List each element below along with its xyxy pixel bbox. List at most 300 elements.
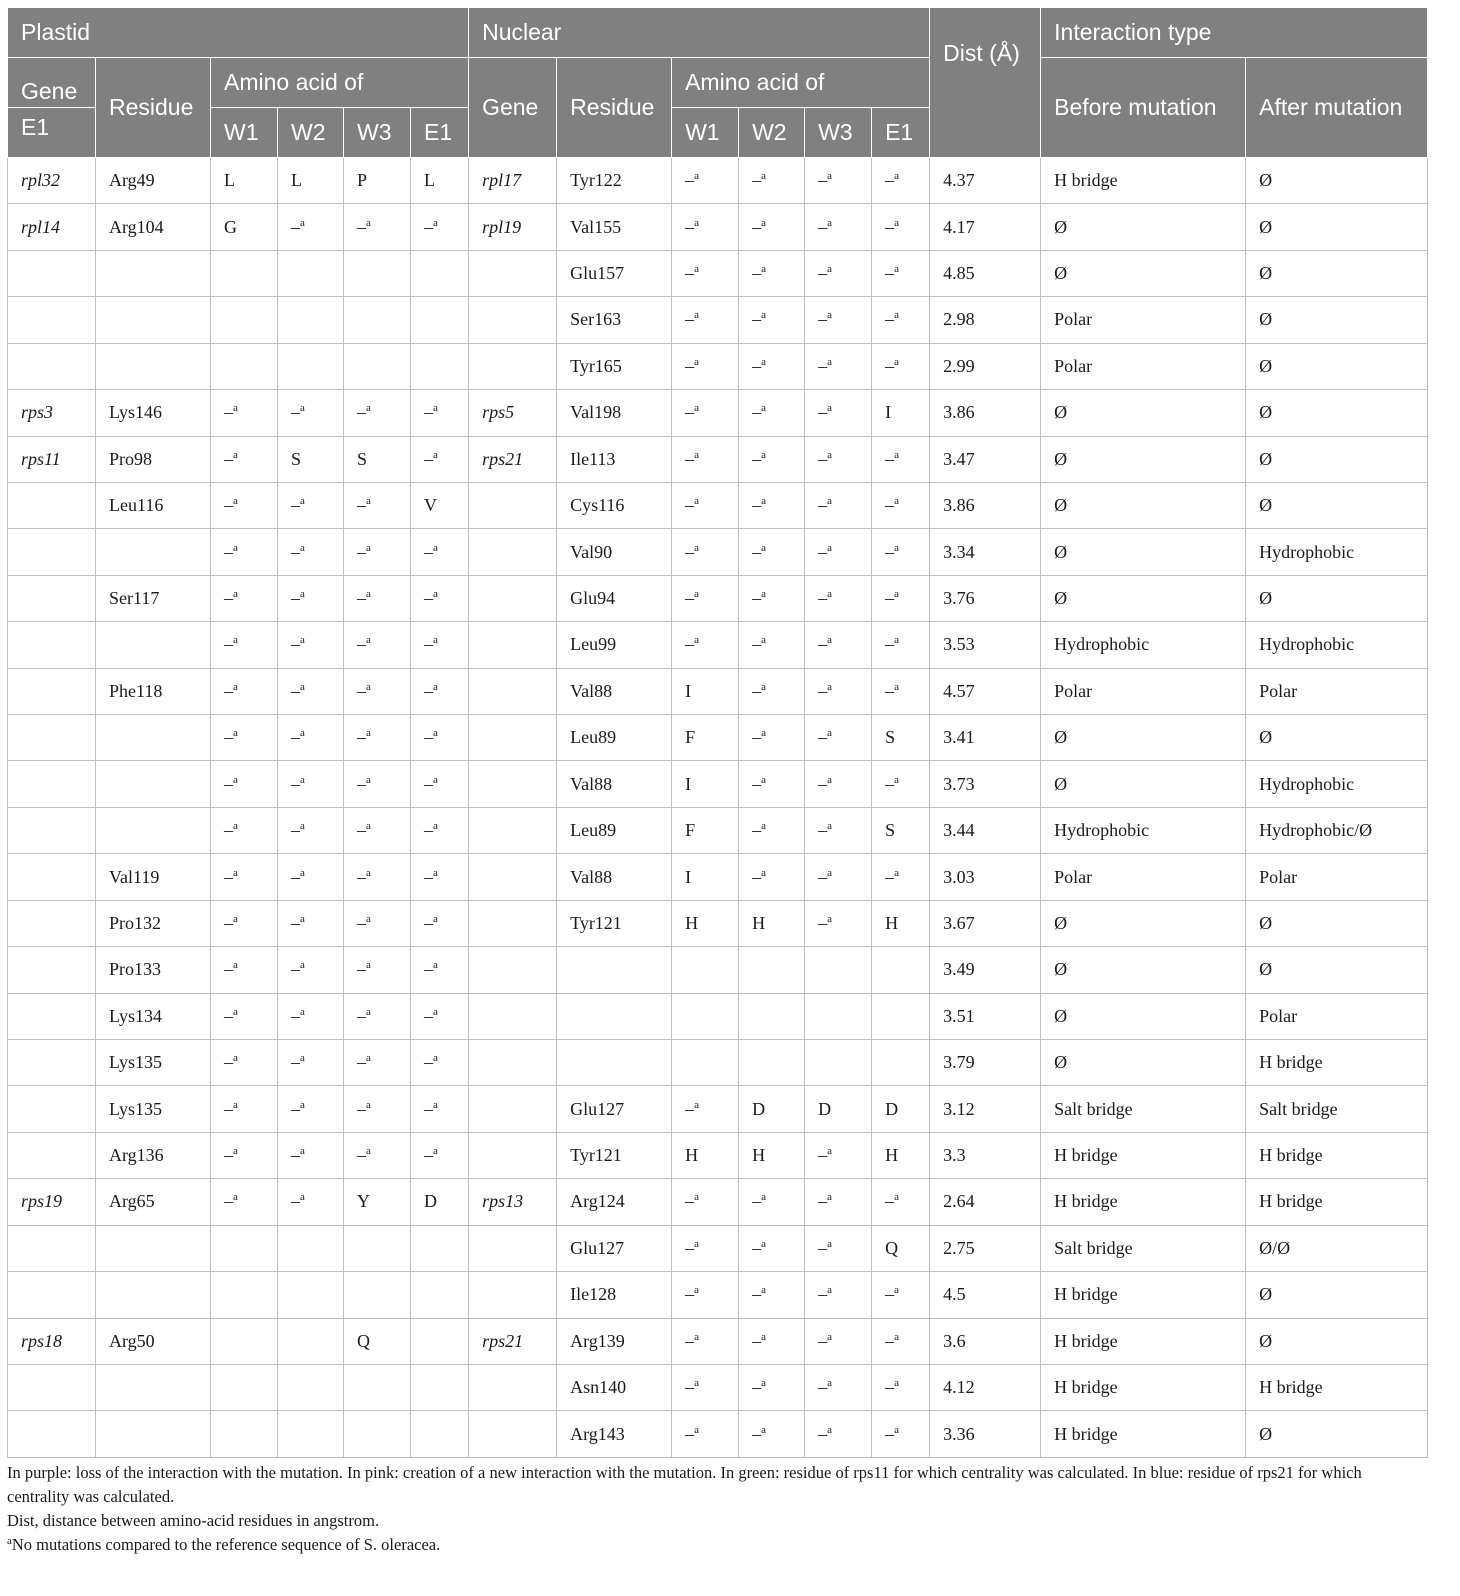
nuclear-w3-cell — [805, 900, 872, 946]
footnote-marker: a — [694, 263, 699, 276]
plastid-w1-value: G — [224, 216, 237, 237]
before-mutation-value: Ø — [1054, 448, 1068, 469]
nuclear-w2-cell — [739, 575, 805, 621]
footnote-marker: a — [233, 402, 238, 415]
nuclear-gene-cell — [469, 343, 557, 389]
plastid-w3-cell — [344, 482, 411, 528]
dist-note: Dist, distance between amino-acid residues in angstrom. — [7, 1510, 380, 1530]
nuclear-residue-value: Tyr165 — [570, 355, 622, 376]
before-mutation-value: Ø — [1054, 773, 1068, 794]
before-mutation-value: Hydrophobic — [1054, 634, 1150, 655]
nuclear-w3-value: –$^a$ — [818, 309, 832, 330]
after-mutation-value: Ø — [1259, 588, 1273, 608]
plastid-w2-cell — [278, 1318, 344, 1364]
table-row — [8, 158, 1428, 204]
nuclear-e1-cell — [872, 204, 930, 250]
nuclear-w1-cell — [672, 668, 739, 714]
dist-cell — [930, 1411, 1041, 1457]
before-mutation-cell — [1041, 807, 1246, 853]
nuclear-e1-value: –$^a$ — [885, 448, 899, 469]
footnote-marker: a — [233, 1145, 238, 1158]
footnote-marker: a — [827, 866, 832, 879]
plastid-w3-cell — [344, 575, 411, 621]
plastid-w3-value: –$^a$ — [357, 1005, 371, 1026]
footnote-marker: a — [300, 912, 305, 925]
plastid-w1-value: –$^a$ — [224, 727, 238, 748]
plastid-e1-cell — [411, 390, 469, 436]
table-row — [8, 1272, 1428, 1318]
footnote-marker: a — [366, 1052, 371, 1065]
before-mutation-value: Ø — [1054, 495, 1068, 516]
footnote-marker: a — [894, 680, 899, 693]
footnote-marker: a — [300, 959, 305, 972]
dist-value: 4.5 — [943, 1284, 966, 1305]
plastid-residue-value: Pro98 — [109, 448, 153, 469]
nuclear-w1-value: –$^a$ — [685, 495, 699, 516]
plastid-w1-cell — [211, 1364, 278, 1410]
plastid-w2-cell — [278, 250, 344, 296]
nuclear-e1-value: –$^a$ — [885, 866, 899, 887]
plastid-residue-cell — [96, 436, 211, 482]
nuclear-gene-cell — [469, 1040, 557, 1086]
nuclear-w2-cell — [739, 1411, 805, 1457]
plastid-w3-value: –$^a$ — [357, 680, 371, 701]
footnote-marker: a — [233, 634, 238, 647]
table-header — [8, 8, 1428, 158]
plastid-w1-value: –$^a$ — [224, 1098, 238, 1119]
plastid-e1-value: –$^a$ — [424, 1145, 438, 1166]
before-mutation-value: H bridge — [1054, 1284, 1118, 1305]
nuclear-e1-cell — [872, 1272, 930, 1318]
table-row — [8, 529, 1428, 575]
footnote-marker: a — [694, 402, 699, 415]
plastid-w2-cell — [278, 668, 344, 714]
plastid-e1-value: –$^a$ — [424, 588, 438, 608]
plastid-w1-cell — [211, 1040, 278, 1086]
after-mutation-cell — [1246, 250, 1428, 296]
dist-value: 3.86 — [943, 402, 975, 423]
plastid-w3-cell — [344, 343, 411, 389]
plastid-gene-cell — [8, 854, 96, 900]
nuclear-residue-cell — [557, 947, 672, 993]
plastid-w3-cell — [344, 622, 411, 668]
nuclear-w2-cell — [739, 1364, 805, 1410]
nuclear-e1-value: –$^a$ — [885, 170, 899, 191]
table-container — [7, 7, 1427, 1557]
nuclear-gene-cell — [469, 715, 557, 761]
before-mutation-value: H bridge — [1054, 170, 1118, 191]
nuclear-e1-value: –$^a$ — [885, 1284, 899, 1305]
nuclear-gene-cell — [469, 807, 557, 853]
footnote-marker: a — [233, 1005, 238, 1018]
dist-value: 4.57 — [943, 680, 975, 701]
nuclear-e1-cell — [872, 1179, 930, 1225]
plastid-w2-cell — [278, 204, 344, 250]
footnote-marker: a — [300, 588, 305, 600]
plastid-w3-value: –$^a$ — [357, 634, 371, 655]
dist-cell — [930, 622, 1041, 668]
footnote-marker: a — [694, 1330, 699, 1343]
nuclear-w3-value: –$^a$ — [818, 588, 832, 608]
before-mutation-cell — [1041, 1132, 1246, 1178]
plastid-residue-cell — [96, 900, 211, 946]
plastid-w2-cell — [278, 1040, 344, 1086]
nuclear-w1-cell — [672, 947, 739, 993]
plastid-residue-value: Pro133 — [109, 959, 162, 980]
plastid-w2-value: –$^a$ — [291, 727, 305, 748]
after-mutation-value: H bridge — [1259, 1145, 1323, 1166]
table-row — [8, 1318, 1428, 1364]
nuclear-w2-cell — [739, 204, 805, 250]
after-mutation-cell — [1246, 900, 1428, 946]
nuclear-gene-cell — [469, 250, 557, 296]
plastid-residue-cell — [96, 1086, 211, 1132]
plastid-w1-cell — [211, 1225, 278, 1271]
footnote-marker: a — [433, 1005, 438, 1018]
footnote-marker: a — [761, 634, 766, 647]
plastid-e1-value: –$^a$ — [424, 959, 438, 980]
plastid-w1-cell — [211, 390, 278, 436]
footnote-marker: a — [827, 727, 832, 740]
before-mutation-cell — [1041, 854, 1246, 900]
nuclear-residue-value: Ser163 — [570, 309, 622, 330]
plastid-w1-cell — [211, 1086, 278, 1132]
footnote-marker: a — [761, 773, 766, 786]
plastid-gene-cell — [8, 1179, 96, 1225]
nuclear-w3-value: –$^a$ — [818, 680, 832, 701]
interaction-table — [7, 7, 1428, 1458]
nuclear-residue-cell — [557, 1040, 672, 1086]
after-mutation-cell — [1246, 1132, 1428, 1178]
before-mutation-value: Polar — [1054, 680, 1093, 701]
nuclear-residue-cell — [557, 204, 672, 250]
plastid-e1-value: –$^a$ — [424, 866, 438, 887]
plastid-residue-cell — [96, 482, 211, 528]
footnote-marker: a — [433, 1098, 438, 1111]
plastid-residue-value: Lys134 — [109, 1005, 163, 1026]
plastid-w1-cell — [211, 1179, 278, 1225]
dist-value: 3.36 — [943, 1423, 975, 1444]
footnote-marker: a — [694, 1237, 699, 1250]
nuclear-residue-value: Tyr121 — [570, 1145, 622, 1166]
nuclear-gene-cell — [469, 158, 557, 204]
footnote-marker: a — [366, 216, 371, 229]
plastid-w2-cell — [278, 993, 344, 1039]
nuclear-w1-cell — [672, 854, 739, 900]
table-row — [8, 807, 1428, 853]
footnote-marker: a — [894, 1191, 899, 1204]
plastid-w2-value: –$^a$ — [291, 912, 305, 933]
plastid-w1-cell — [211, 1318, 278, 1364]
nuclear-gene-cell — [469, 482, 557, 528]
before-mutation-value: Ø — [1054, 541, 1068, 562]
after-mutation-value: Salt bridge — [1259, 1098, 1338, 1119]
nuclear-gene-cell — [469, 1411, 557, 1457]
footnote-marker: a — [827, 1237, 832, 1250]
nuclear-e1-cell — [872, 947, 930, 993]
plastid-w1-value: –$^a$ — [224, 634, 238, 655]
footnote-marker: a — [827, 309, 832, 322]
plastid-residue-value: Arg49 — [109, 170, 155, 191]
after-mutation-cell — [1246, 761, 1428, 807]
before-mutation-cell — [1041, 436, 1246, 482]
nuclear-w2-value: H — [752, 1145, 766, 1166]
plastid-gene-cell — [8, 1272, 96, 1318]
footnote-marker: a — [894, 541, 899, 554]
nuclear-w3-cell — [805, 1411, 872, 1457]
nuclear-w3-cell — [805, 297, 872, 343]
footnote-marker: a — [433, 634, 438, 647]
footnote-marker: a — [694, 1377, 699, 1390]
nuclear-w3-cell — [805, 1086, 872, 1132]
nuclear-w1-cell — [672, 575, 739, 621]
after-mutation-value: Polar — [1259, 866, 1298, 887]
nuclear-w3-cell — [805, 158, 872, 204]
nuclear-w1-value: –$^a$ — [685, 263, 699, 284]
nuclear-w1-cell — [672, 343, 739, 389]
plastid-w2-value: –$^a$ — [291, 588, 305, 608]
nuclear-w2-value: –$^a$ — [752, 1330, 766, 1351]
plastid-w3-cell — [344, 250, 411, 296]
nuclear-residue-cell — [557, 250, 672, 296]
nuclear-w1-value: –$^a$ — [685, 1377, 699, 1398]
before-mutation-cell — [1041, 1318, 1246, 1364]
plastid-e1-value: –$^a$ — [424, 402, 438, 423]
nuclear-residue-cell — [557, 622, 672, 668]
nuclear-e1-cell — [872, 1086, 930, 1132]
footnote-marker: a — [300, 1005, 305, 1018]
nuclear-e1-value: –$^a$ — [885, 541, 899, 562]
plastid-w2-cell — [278, 575, 344, 621]
plastid-gene-cell — [8, 622, 96, 668]
plastid-e1-cell — [411, 1318, 469, 1364]
plastid-w2-value: –$^a$ — [291, 402, 305, 423]
plastid-w2-cell — [278, 529, 344, 575]
nuclear-residue-cell — [557, 1086, 672, 1132]
plastid-w2-cell — [278, 1225, 344, 1271]
after-mutation-value: Ø — [1259, 448, 1273, 469]
footnote-marker: a — [300, 820, 305, 833]
footnote-marker: a — [300, 1145, 305, 1158]
nuclear-w2-value: –$^a$ — [752, 634, 766, 655]
before-mutation-cell — [1041, 250, 1246, 296]
dist-header: Dist (Å) — [930, 8, 1041, 158]
plastid-w1-cell — [211, 761, 278, 807]
plastid-w1-cell — [211, 575, 278, 621]
dist-value: 3.6 — [943, 1330, 966, 1351]
plastid-w3-value: Y — [357, 1191, 370, 1212]
before-mutation-value: Polar — [1054, 355, 1093, 376]
footnote-marker: a — [894, 1377, 899, 1390]
before-mutation-cell — [1041, 1364, 1246, 1410]
plastid-w3-cell — [344, 900, 411, 946]
table-row — [8, 297, 1428, 343]
table-row — [8, 343, 1428, 389]
plastid-e1-value: D — [424, 1191, 437, 1212]
nuclear-gene-value: rps21 — [482, 1330, 524, 1351]
plastid-e1-gene-header: E1 — [8, 108, 96, 158]
nuclear-w1-cell — [672, 807, 739, 853]
footnote-marker: a — [300, 866, 305, 879]
dist-cell — [930, 1318, 1041, 1364]
plastid-w1-value: –$^a$ — [224, 773, 238, 794]
plastid-gene-header: Gene — [8, 58, 96, 108]
footnote-marker: a — [827, 402, 832, 415]
nuclear-w3-cell — [805, 529, 872, 575]
plastid-w3-cell — [344, 1086, 411, 1132]
nuclear-w3-value: –$^a$ — [818, 912, 832, 933]
nuclear-gene-header: Gene — [469, 58, 557, 158]
before-mutation-cell — [1041, 1225, 1246, 1271]
nuclear-residue-value: Cys116 — [570, 495, 625, 516]
plastid-residue-value: Ser117 — [109, 588, 160, 608]
plastid-gene-value: rps11 — [21, 448, 61, 469]
footnote-marker: a — [894, 634, 899, 647]
before-mutation-cell — [1041, 204, 1246, 250]
nuclear-w1-value: –$^a$ — [685, 1191, 699, 1212]
footnote-marker: a — [366, 1145, 371, 1158]
nuclear-w1-value: H — [685, 912, 699, 933]
nuclear-e1-value: –$^a$ — [885, 1191, 899, 1212]
dist-value: 3.3 — [943, 1145, 966, 1166]
nuclear-residue-cell — [557, 575, 672, 621]
nuclear-residue-cell — [557, 1132, 672, 1178]
plastid-w1-value: –$^a$ — [224, 820, 238, 841]
table-row — [8, 1364, 1428, 1410]
plastid-residue-cell — [96, 343, 211, 389]
nuclear-gene-cell — [469, 575, 557, 621]
nuclear-w1-cell — [672, 1411, 739, 1457]
plastid-w3-value: –$^a$ — [357, 495, 371, 516]
before-mutation-cell — [1041, 1040, 1246, 1086]
nuclear-e1-cell — [872, 807, 930, 853]
nuclear-e1-value: –$^a$ — [885, 495, 899, 516]
footnote-marker: a — [300, 541, 305, 554]
plastid-w2-cell — [278, 900, 344, 946]
plastid-w3-cell — [344, 1411, 411, 1457]
footnote-marker: a — [694, 170, 699, 183]
footnote-marker: a — [694, 1098, 699, 1111]
plastid-gene-cell — [8, 297, 96, 343]
table-row — [8, 900, 1428, 946]
dist-cell — [930, 1179, 1041, 1225]
plastid-w1-cell — [211, 204, 278, 250]
footnote-marker: a — [233, 1191, 238, 1204]
before-mutation-cell — [1041, 1272, 1246, 1318]
nuclear-residue-cell — [557, 807, 672, 853]
plastid-residue-value: Arg104 — [109, 216, 164, 237]
footnote-marker: a — [433, 216, 438, 229]
nuclear-w3-value: –$^a$ — [818, 448, 832, 469]
plastid-w3-cell — [344, 390, 411, 436]
footnote-marker: a — [433, 866, 438, 879]
nuclear-residue-value: Arg139 — [570, 1330, 625, 1351]
nuclear-gene-cell — [469, 204, 557, 250]
footnote-marker: a — [827, 1191, 832, 1204]
nuclear-e1-cell — [872, 993, 930, 1039]
plastid-w2-value: –$^a$ — [291, 634, 305, 655]
plastid-w1-value: –$^a$ — [224, 588, 238, 608]
after-mutation-cell — [1246, 807, 1428, 853]
plastid-w2-cell — [278, 622, 344, 668]
plastid-w2-value: –$^a$ — [291, 820, 305, 841]
plastid-e1-cell — [411, 1040, 469, 1086]
nuclear-residue-cell — [557, 668, 672, 714]
nuclear-e1-value: –$^a$ — [885, 309, 899, 330]
footnote-marker: a — [433, 727, 438, 740]
plastid-gene-cell — [8, 436, 96, 482]
nuclear-w2-value: –$^a$ — [752, 216, 766, 237]
nuclear-w2-cell — [739, 900, 805, 946]
nuclear-w1-cell — [672, 900, 739, 946]
before-mutation-value: Polar — [1054, 309, 1093, 330]
dist-cell — [930, 1364, 1041, 1410]
plastid-gene-cell — [8, 947, 96, 993]
nuclear-w1-value: I — [685, 773, 692, 794]
plastid-w1-value: –$^a$ — [224, 680, 238, 701]
plastid-w2-value: –$^a$ — [291, 1191, 305, 1212]
nuclear-w3-value: –$^a$ — [818, 1330, 832, 1351]
nuclear-w2-value: –$^a$ — [752, 170, 766, 191]
plastid-w2-cell — [278, 1179, 344, 1225]
nuclear-w3-cell — [805, 1318, 872, 1364]
nuclear-residue-value: Val198 — [570, 402, 622, 423]
nuclear-gene-cell — [469, 1132, 557, 1178]
before-mutation-value: H bridge — [1054, 1330, 1118, 1351]
plastid-w2-cell — [278, 761, 344, 807]
before-mutation-cell — [1041, 1179, 1246, 1225]
nuclear-w2-cell — [739, 715, 805, 761]
nuclear-w2-value: –$^a$ — [752, 263, 766, 284]
nuclear-w1-value: –$^a$ — [685, 355, 699, 376]
nuclear-e1-cell — [872, 482, 930, 528]
footnote-marker: a — [300, 1052, 305, 1065]
nuclear-w3-value: –$^a$ — [818, 170, 832, 191]
plastid-w3-cell — [344, 1225, 411, 1271]
plastid-w3-cell — [344, 204, 411, 250]
nuclear-e1-cell — [872, 436, 930, 482]
plastid-w1-cell — [211, 900, 278, 946]
nuclear-residue-cell — [557, 1272, 672, 1318]
nuclear-w1-value: –$^a$ — [685, 448, 699, 469]
nuclear-e1-value: –$^a$ — [885, 1423, 899, 1444]
footnote-marker: a — [694, 588, 699, 600]
plastid-w2-cell — [278, 947, 344, 993]
plastid-e1-value: –$^a$ — [424, 912, 438, 933]
plastid-w3-header: W3 — [344, 108, 411, 158]
footnote-marker: a — [827, 355, 832, 368]
nuclear-w2-cell — [739, 482, 805, 528]
after-mutation-cell — [1246, 715, 1428, 761]
before-mutation-cell — [1041, 1411, 1246, 1457]
plastid-e1-cell — [411, 1225, 469, 1271]
nuclear-w3-cell — [805, 993, 872, 1039]
nuclear-w1-cell — [672, 993, 739, 1039]
table-row — [8, 250, 1428, 296]
plastid-w3-value: –$^a$ — [357, 1052, 371, 1073]
plastid-e1-value: –$^a$ — [424, 216, 438, 237]
plastid-gene-cell — [8, 343, 96, 389]
after-mutation-value: H bridge — [1259, 1052, 1323, 1073]
footnote-marker: a — [694, 1423, 699, 1436]
plastid-gene-cell — [8, 900, 96, 946]
plastid-e1-value: –$^a$ — [424, 1005, 438, 1026]
nuclear-w2-value: –$^a$ — [752, 1237, 766, 1258]
plastid-w1-cell — [211, 158, 278, 204]
nuclear-residue-value: Asn140 — [570, 1377, 627, 1398]
nuclear-w1-cell — [672, 482, 739, 528]
plastid-w1-value: –$^a$ — [224, 1052, 238, 1073]
